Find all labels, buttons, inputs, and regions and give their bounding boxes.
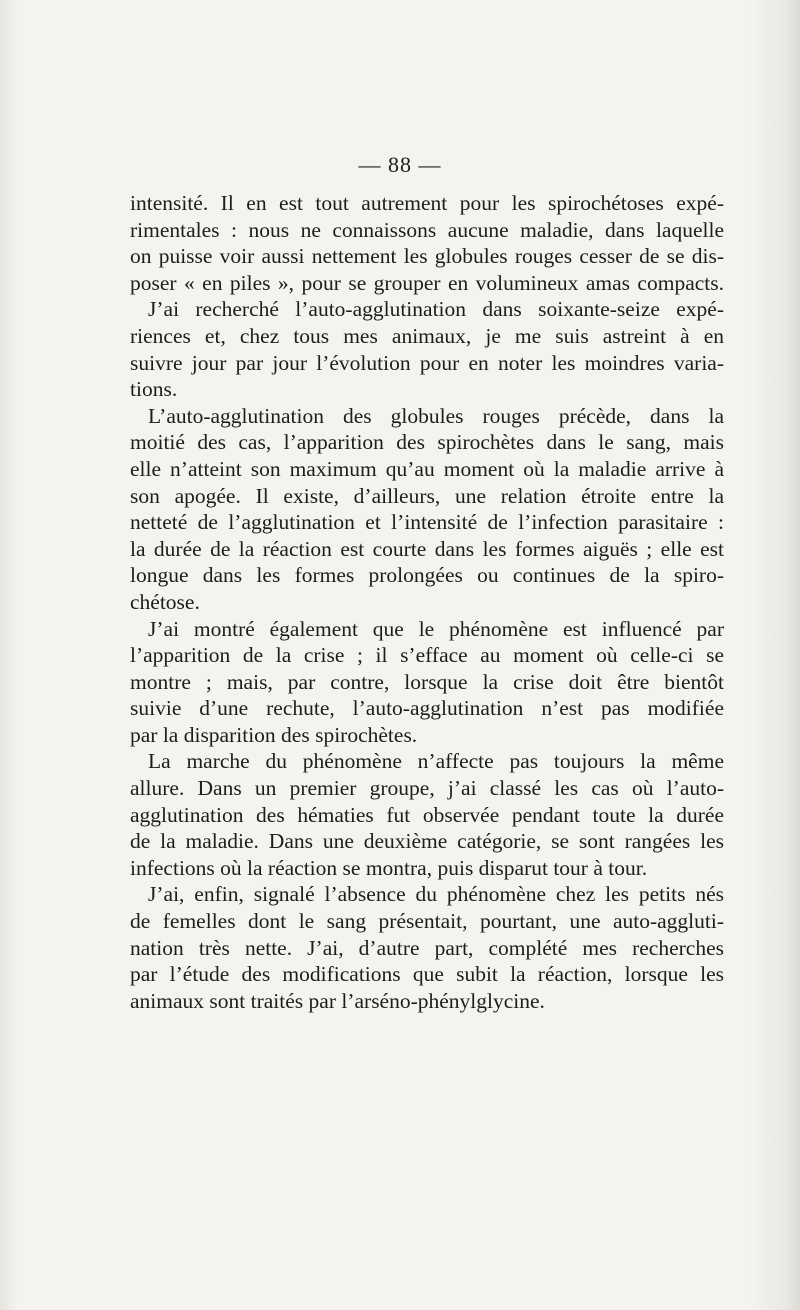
paragraph-start: J’ai montré également que le phénomène est influencé par <box>148 616 724 641</box>
paragraph-start: J’ai, enfin, signalé l’absence du phénomène chez les petits nés <box>148 882 724 907</box>
paragraph-start: J’ai recherché l’auto-agglutination dans soixante-seize expé- <box>148 297 724 322</box>
text-line: de femelles dont le sang présentait, pourtant, une auto-aggluti- <box>130 909 724 934</box>
text-line: longue dans les formes prolongées ou continues de la spiro- <box>130 563 724 588</box>
body-text <box>130 190 724 1014</box>
text-line: l’apparition de la crise ; il s’efface au moment où celle-ci se <box>130 643 724 668</box>
text-line: elle n’atteint son maximum qu’au moment où la maladie arrive à <box>130 456 724 481</box>
text-line: son apogée. Il existe, d’ailleurs, une relation étroite entre la <box>130 483 724 508</box>
page-edge <box>750 0 800 1310</box>
text-line: netteté de l’agglutination et l’intensité de l’infection parasitaire : <box>130 510 724 535</box>
text-line: suivre jour par jour l’évolution pour en noter les moindres varia- <box>130 350 724 375</box>
text-line: chétose. <box>130 589 200 614</box>
text-line: moitié des cas, l’apparition des spirochètes dans le sang, mais <box>130 430 724 455</box>
text-line: montre ; mais, par contre, lorsque la crise doit être bientôt <box>130 669 724 694</box>
page-number: — 88 — <box>358 152 442 177</box>
text-line: suivie d’une rechute, l’auto-agglutination n’est pas modifiée <box>130 696 724 721</box>
text-line: par la disparition des spirochètes. <box>130 722 418 747</box>
text-line: poser « en piles », pour se grouper en volumineux amas compacts. <box>130 270 724 295</box>
text-line: on puisse voir aussi nettement les globules rouges cesser de se dis- <box>130 244 724 269</box>
text-line: nation très nette. J’ai, d’autre part, complété mes recherches <box>130 935 724 960</box>
page-shadow <box>0 0 18 1310</box>
text-line: infections où la réaction se montra, puis disparut tour à tour. <box>130 855 648 880</box>
text-line: de la maladie. Dans une deuxième catégorie, se sont rangées les <box>130 829 724 854</box>
text-line: riences et, chez tous mes animaux, je me suis astreint à en <box>130 323 724 348</box>
text-line: tions. <box>130 377 178 402</box>
text-line: agglutination des hématies fut observée pendant toute la durée <box>130 802 724 827</box>
paragraph-start: La marche du phénomène n’affecte pas toujours la même <box>148 749 724 774</box>
text-line: rimentales : nous ne connaissons aucune maladie, dans laquelle <box>130 217 724 242</box>
text-line: allure. Dans un premier groupe, j’ai classé les cas où l’auto- <box>130 776 724 801</box>
text-line: intensité. Il en est tout autrement pour les spirochétoses expé- <box>130 191 724 215</box>
text-line: la durée de la réaction est courte dans les formes aiguës ; elle est <box>130 536 724 561</box>
text-line: animaux sont traités par l’arséno-phénylglycine. <box>130 988 545 1013</box>
paragraph-start: L’auto-agglutination des globules rouges précède, dans la <box>148 403 724 428</box>
text-line: par l’étude des modifications que subit la réaction, lorsque les <box>130 962 724 987</box>
